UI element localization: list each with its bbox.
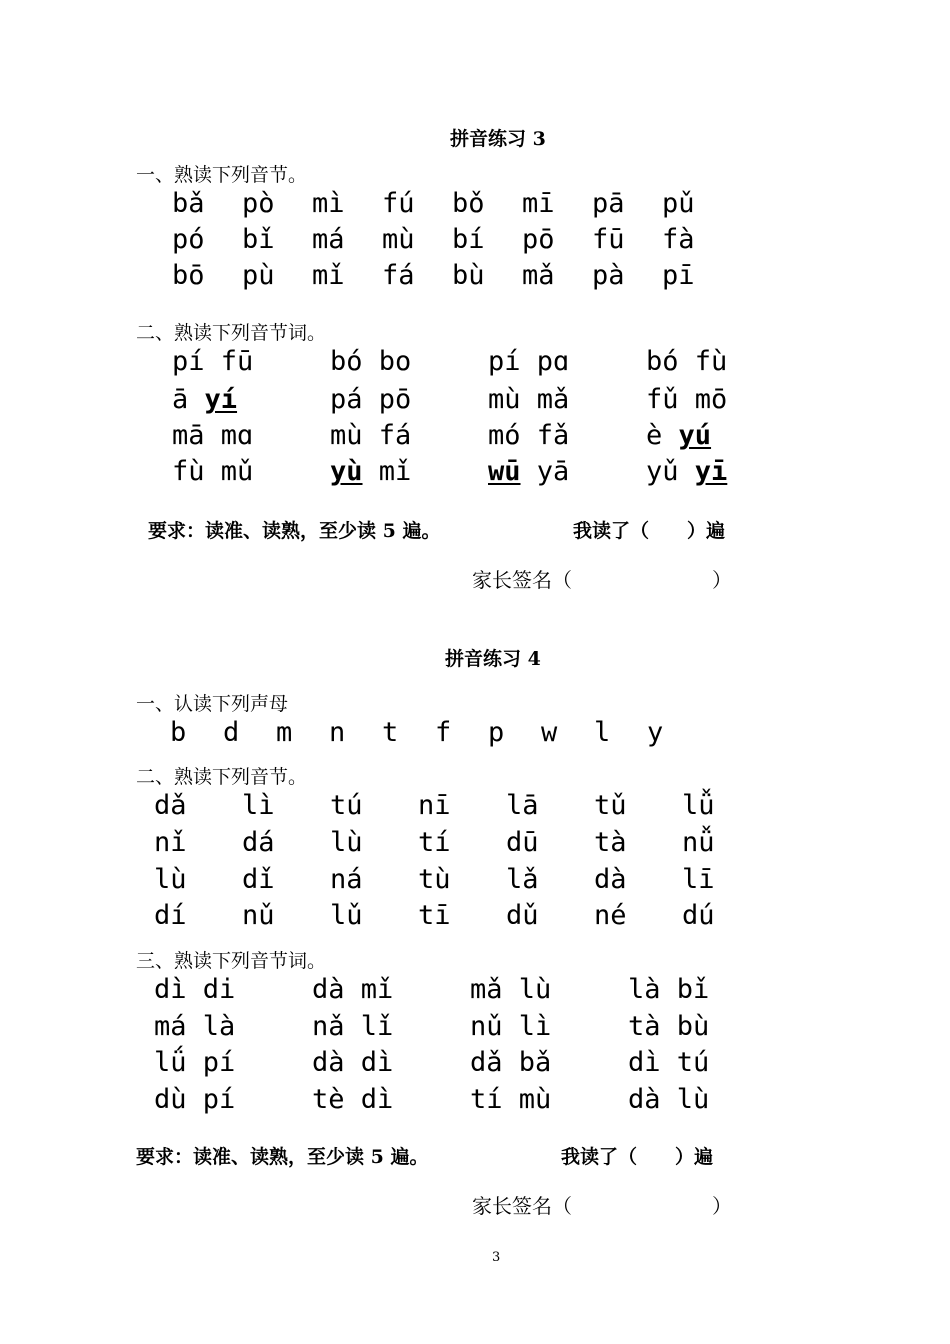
practice3-requirement: 要求：读准、读熟，至少读 5 遍。 <box>148 520 441 542</box>
syllable: pù <box>242 260 275 291</box>
syllable: fū <box>592 224 625 255</box>
initial-letter: t <box>382 717 399 748</box>
word-syllable: yī <box>694 456 728 487</box>
syllable-word <box>646 456 727 487</box>
word-syllable: fù <box>694 346 728 377</box>
word-syllable: mō <box>694 384 728 415</box>
syllable-word <box>172 420 253 451</box>
word-syllable: mǐ <box>378 456 412 487</box>
practice3-read-count: 我读了（ ）遍 <box>573 520 726 542</box>
syllable-word: mǎ lù <box>470 974 552 1005</box>
practice3-section1-label: 一、熟读下列音节。 <box>136 164 308 186</box>
initial-letter: m <box>276 717 293 748</box>
syllable-word <box>330 456 411 487</box>
word-syllable: fū <box>220 346 254 377</box>
syllable: mǎ <box>522 260 555 291</box>
syllable-word <box>330 384 411 415</box>
syllable-word: nǎ lǐ <box>312 1011 394 1042</box>
syllable: dǐ <box>242 864 275 895</box>
syllable-word <box>172 346 253 377</box>
syllable: dū <box>506 827 539 858</box>
syllable-word: là bǐ <box>628 974 710 1005</box>
practice3-section2-label: 二、熟读下列音节词。 <box>136 322 327 344</box>
initial-letter: f <box>435 717 452 748</box>
syllable: lù <box>154 864 187 895</box>
initial-letter: w <box>541 717 558 748</box>
word-syllable: mù <box>488 384 521 415</box>
syllable: tī <box>418 900 451 931</box>
syllable: bí <box>452 224 485 255</box>
syllable: bǒ <box>452 188 485 219</box>
syllable: né <box>594 900 627 931</box>
syllable: fá <box>382 260 415 291</box>
syllable-word: má là <box>154 1011 236 1042</box>
word-syllable: bó <box>330 346 363 377</box>
word-syllable: pɑ <box>536 346 570 377</box>
syllable: dǎ <box>154 790 187 821</box>
syllable: dí <box>154 900 187 931</box>
page-number: 3 <box>492 1250 501 1265</box>
syllable: lù <box>330 827 363 858</box>
syllable: lǔ <box>330 900 363 931</box>
syllable-word: nǔ lì <box>470 1011 552 1042</box>
syllable-word <box>488 456 569 487</box>
word-syllable: yí <box>204 384 238 415</box>
syllable: tǔ <box>594 790 627 821</box>
syllable-word <box>330 346 411 377</box>
syllable: nī <box>418 790 451 821</box>
word-syllable: mǔ <box>220 456 254 487</box>
word-syllable: pí <box>172 346 205 377</box>
syllable: tù <box>418 864 451 895</box>
syllable-word <box>172 384 237 415</box>
syllable-word: dà mǐ <box>312 974 394 1005</box>
syllable: mì <box>312 188 345 219</box>
practice3-parent-signature: 家长签名（ ） <box>472 568 732 592</box>
syllable: nǐ <box>154 827 187 858</box>
initial-letter: y <box>647 717 664 748</box>
syllable: tí <box>418 827 451 858</box>
word-syllable: bo <box>378 346 412 377</box>
word-syllable: mɑ <box>220 420 254 451</box>
practice4-read-count: 我读了（ ）遍 <box>561 1146 714 1168</box>
syllable: fú <box>382 188 415 219</box>
practice4-section1-label: 一、认读下列声母 <box>136 693 289 715</box>
syllable: tú <box>330 790 363 821</box>
syllable: mī <box>522 188 555 219</box>
word-syllable: è <box>646 420 663 451</box>
syllable: pā <box>592 188 625 219</box>
syllable: lā <box>506 790 539 821</box>
practice3-title: 拼音练习 3 <box>450 128 546 150</box>
practice4-title: 拼音练习 4 <box>445 648 541 670</box>
syllable-word: tà bù <box>628 1011 710 1042</box>
word-syllable: yù <box>330 456 363 487</box>
syllable: bù <box>452 260 485 291</box>
syllable: dá <box>242 827 275 858</box>
syllable-word: tè dì <box>312 1084 394 1115</box>
initial-letter: d <box>223 717 240 748</box>
syllable-word: dì di <box>154 974 236 1005</box>
syllable-word: dǎ bǎ <box>470 1047 552 1078</box>
practice4-section2-label: 二、熟读下列音节。 <box>136 766 308 788</box>
syllable-word <box>330 420 411 451</box>
word-syllable: fù <box>172 456 205 487</box>
practice4-parent-signature: 家长签名（ ） <box>472 1194 732 1218</box>
practice4-requirement: 要求：读准、读熟，至少读 5 遍。 <box>136 1146 429 1168</box>
syllable-word <box>646 346 727 377</box>
word-syllable: mó <box>488 420 521 451</box>
initial-letter: l <box>594 717 611 748</box>
syllable: lǚ <box>682 790 715 821</box>
syllable: pō <box>522 224 555 255</box>
syllable: lī <box>682 864 715 895</box>
syllable: bǎ <box>172 188 205 219</box>
word-syllable: mǎ <box>536 384 570 415</box>
syllable-word: tí mù <box>470 1084 552 1115</box>
syllable: bǐ <box>242 224 275 255</box>
syllable: pǔ <box>662 188 695 219</box>
syllable-word <box>488 420 569 451</box>
syllable-word: dì tú <box>628 1047 710 1078</box>
initial-letter: p <box>488 717 505 748</box>
syllable: bō <box>172 260 205 291</box>
syllable: pà <box>592 260 625 291</box>
syllable-word: dà lù <box>628 1084 710 1115</box>
syllable-word: dà dì <box>312 1047 394 1078</box>
syllable: lǎ <box>506 864 539 895</box>
syllable: ná <box>330 864 363 895</box>
syllable-word <box>488 384 569 415</box>
syllable: dǔ <box>506 900 539 931</box>
syllable: tà <box>594 827 627 858</box>
syllable: pī <box>662 260 695 291</box>
syllable: lì <box>242 790 275 821</box>
word-syllable: fǔ <box>646 384 679 415</box>
syllable: má <box>312 224 345 255</box>
practice4-section3-label: 三、熟读下列音节词。 <box>136 950 327 972</box>
syllable: mǐ <box>312 260 345 291</box>
word-syllable: fǎ <box>536 420 570 451</box>
word-syllable: pō <box>378 384 412 415</box>
word-syllable: yā <box>536 456 570 487</box>
syllable: nǔ <box>242 900 275 931</box>
word-syllable: pá <box>330 384 363 415</box>
syllable: fà <box>662 224 695 255</box>
word-syllable: fá <box>378 420 412 451</box>
word-syllable: pí <box>488 346 521 377</box>
syllable-word: dù pí <box>154 1084 236 1115</box>
word-syllable: yǔ <box>646 456 679 487</box>
syllable: nǚ <box>682 827 715 858</box>
word-syllable: mù <box>330 420 363 451</box>
initial-letter: n <box>329 717 346 748</box>
syllable: pò <box>242 188 275 219</box>
syllable-word <box>172 456 253 487</box>
word-syllable: ā <box>172 384 189 415</box>
syllable: dà <box>594 864 627 895</box>
syllable-word: lǘ pí <box>154 1047 236 1078</box>
syllable: dú <box>682 900 715 931</box>
word-syllable: mā <box>172 420 205 451</box>
initial-letter: b <box>170 717 187 748</box>
syllable: mù <box>382 224 415 255</box>
syllable-word <box>646 384 727 415</box>
syllable: pó <box>172 224 205 255</box>
syllable-word <box>488 346 569 377</box>
word-syllable: wū <box>488 456 521 487</box>
word-syllable: bó <box>646 346 679 377</box>
word-syllable: yú <box>678 420 712 451</box>
syllable-word <box>646 420 711 451</box>
